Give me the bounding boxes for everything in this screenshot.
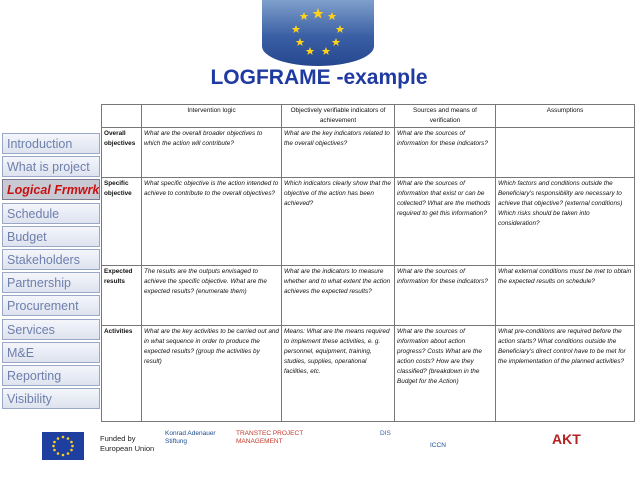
table-header-cell: Objectively verifiable indicators of achievement <box>282 105 395 128</box>
footer-logos <box>0 420 638 479</box>
logframe-table <box>101 104 635 422</box>
transtec-logo <box>236 430 306 460</box>
table-cell: Which factors and conditions outside the Beneficiary's responsibility are necessary to achieve that objective? (external conditions) Which risks should be taken into consideration? <box>496 178 635 266</box>
nav-item-schedule[interactable]: Schedule <box>2 203 100 224</box>
table-cell: What are the overall broader objectives to which the action will contribute? <box>142 128 282 178</box>
table-cell: The results are the outputs envisaged to achieve the specific objective. What are the expected results? (enumerate them) <box>142 266 282 326</box>
table-cell <box>496 128 635 178</box>
iccn-logo-text: ICCN <box>430 442 446 449</box>
table-cell: What are the key activities to be carried out and in what sequence in order to produce the expected results? (group the activities by result) <box>142 326 282 422</box>
table-row <box>102 266 635 326</box>
nav-item-budget[interactable]: Budget <box>2 226 100 247</box>
transtec-logo-text: TRANSTEC PROJECT MANAGEMENT <box>236 430 304 445</box>
table-cell: What are the sources of information for these indicators? <box>395 128 496 178</box>
eu-flag-icon <box>42 432 84 460</box>
table-cell: Which indicators clearly show that the objective of the action has been achieved? <box>282 178 395 266</box>
funded-by-text: Funded by European Union <box>100 434 155 453</box>
dis-logo-text: DIS <box>380 430 391 437</box>
nav-item-services[interactable]: Services <box>2 319 100 340</box>
nav-item-partnership[interactable]: Partnership <box>2 272 100 293</box>
table-cell: What are the key indicators related to the overall objectives? <box>282 128 395 178</box>
nav-item-logical-framework[interactable]: Logical Frmwrk <box>2 179 100 200</box>
table-cell: What are the sources of information for these indicators? <box>395 266 496 326</box>
sidebar-nav <box>2 133 100 411</box>
table-header-cell <box>102 105 142 128</box>
table-cell: Means: What are the means required to implement these activities, e. g. personnel, equipment, training, studies, supplies, operational facilities, etc. <box>282 326 395 422</box>
akt-logo-text: AKT <box>552 431 581 447</box>
table-row <box>102 178 635 266</box>
eu-stars-icon <box>262 0 374 66</box>
row-label: Overall objectives <box>102 128 142 178</box>
nav-item-visibility[interactable]: Visibility <box>2 388 100 409</box>
row-label: Expected results <box>102 266 142 326</box>
table-row <box>102 128 635 178</box>
table-header-row <box>102 105 635 128</box>
table-cell: What pre-conditions are required before the action starts? What conditions outside the Beneficiary's direct control have to be met for the implementation of the planned activities? <box>496 326 635 422</box>
table-header-cell: Sources and means of verification <box>395 105 496 128</box>
table-cell: What are the sources of information that exist or can be collected? What are the methods required to get this information? <box>395 178 496 266</box>
kas-logo <box>165 430 230 460</box>
table-row <box>102 326 635 422</box>
nav-item-m-and-e[interactable]: M&E <box>2 342 100 363</box>
dis-logo <box>380 430 410 460</box>
iccn-logo <box>430 442 466 472</box>
nav-item-stakeholders[interactable]: Stakeholders <box>2 249 100 270</box>
kas-logo-text: Konrad Adenauer Stiftung <box>165 430 216 445</box>
page-title: LOGFRAME -example <box>210 66 428 89</box>
eu-flag-banner <box>262 0 374 66</box>
nav-item-procurement[interactable]: Procurement <box>2 295 100 316</box>
table-cell: What external conditions must be met to obtain the expected results on schedule? <box>496 266 635 326</box>
table-cell: What specific objective is the action intended to achieve to contribute to the overall objectives? <box>142 178 282 266</box>
nav-item-reporting[interactable]: Reporting <box>2 365 100 386</box>
akt-logo <box>552 430 594 452</box>
table-cell: What are the indicators to measure whether and to what extent the action achieves the expected results? <box>282 266 395 326</box>
row-label: Specific objective <box>102 178 142 266</box>
table-header-cell: Intervention logic <box>142 105 282 128</box>
nav-item-introduction[interactable]: Introduction <box>2 133 100 154</box>
nav-item-what-is-project[interactable]: What is project <box>2 156 100 177</box>
table-header-cell: Assumptions <box>496 105 635 128</box>
row-label: Activities <box>102 326 142 422</box>
eu-stars-icon <box>42 432 84 460</box>
table-cell: What are the sources of information about action progress? Costs What are the action costs? How are they classified? (breakdown in the Budget for the Action) <box>395 326 496 422</box>
